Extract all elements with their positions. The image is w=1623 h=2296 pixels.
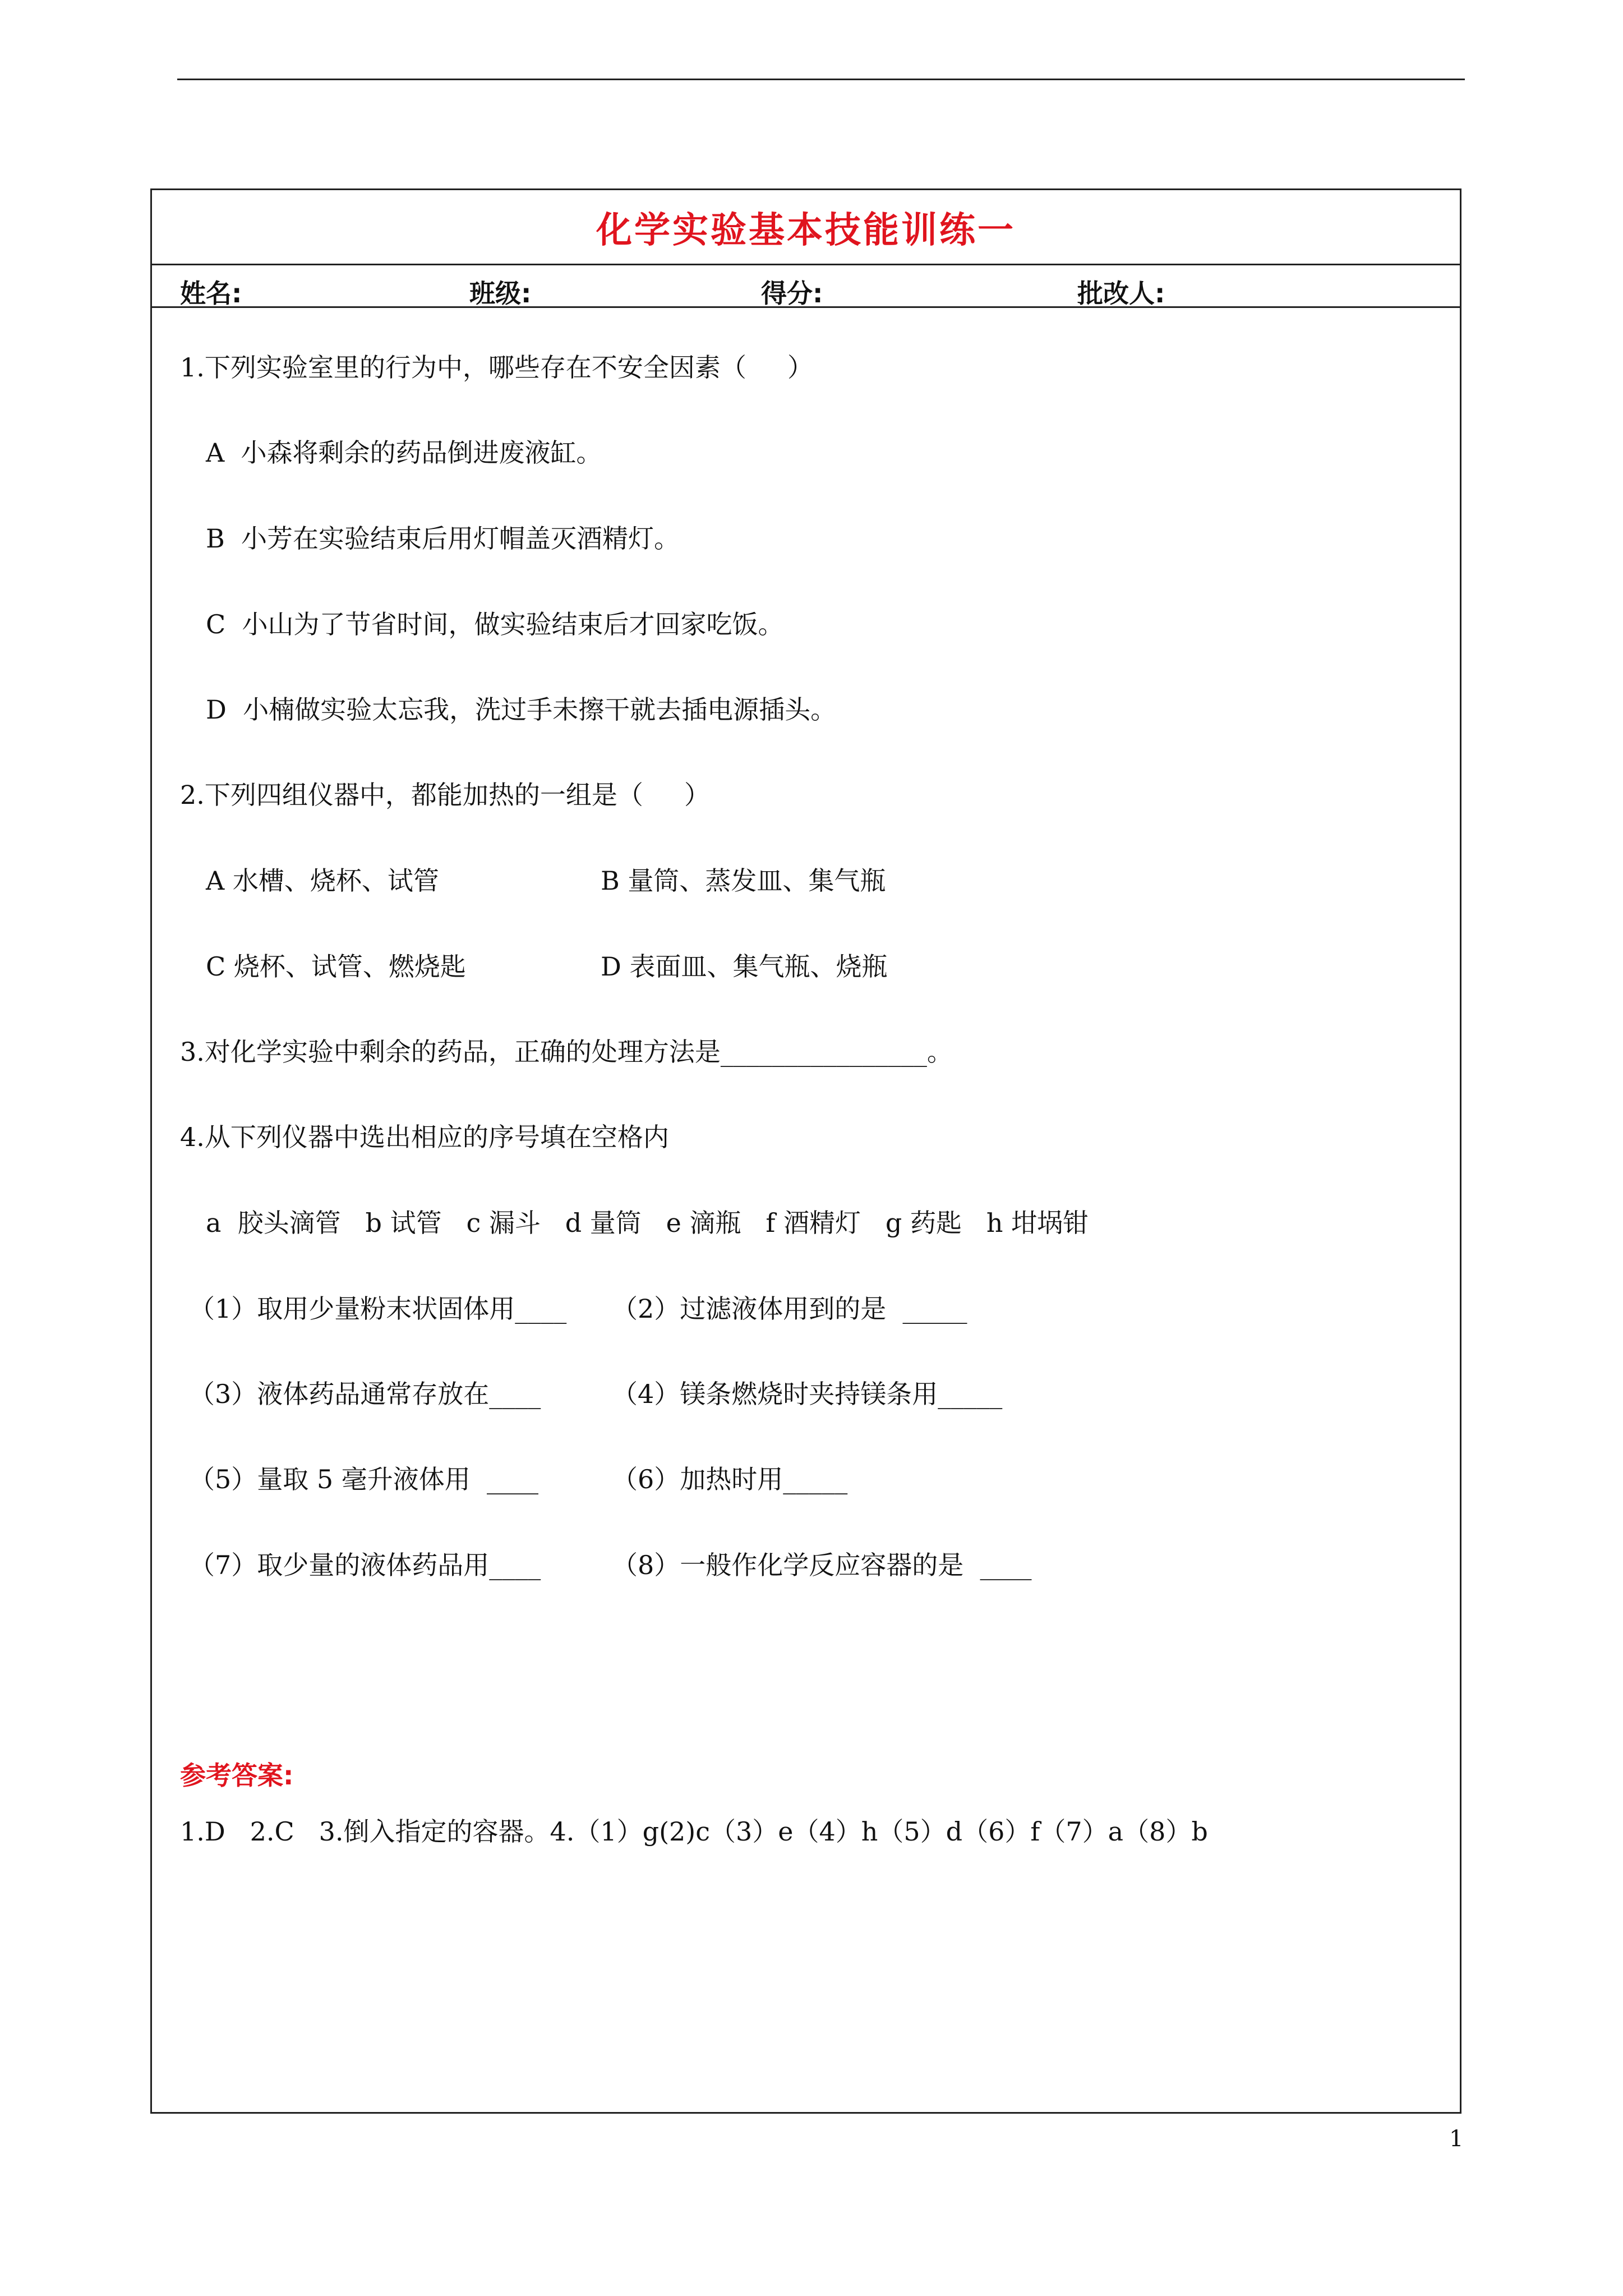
- q4-sub-6: （6）加热时用_____: [612, 1464, 848, 1494]
- header-rule: [177, 79, 1465, 80]
- answers-text: 1.D 2.C 3.倒入指定的容器。4.（1）g(2)c（3）e（4）h（5）d（6）f（7）a（8）b: [180, 1816, 1208, 1847]
- q4-sub-5: （5）量取 5 毫升液体用 ____: [189, 1464, 539, 1494]
- info-row: [152, 265, 1460, 308]
- q4-sub-4: （4）镁条燃烧时夹持镁条用_____: [612, 1379, 1003, 1409]
- answers-heading: 参考答案:: [180, 1760, 294, 1791]
- grader-label: 批改人:: [1077, 278, 1165, 309]
- q1-option-b: B 小芳在实验结束后用灯帽盖灭酒精灯。: [206, 523, 680, 554]
- q4-stem: 4.从下列仪器中选出相应的序号填在空格内: [180, 1122, 669, 1152]
- q1-option-c: C 小山为了节省时间，做实验结束后才回家吃饭。: [206, 609, 784, 639]
- q3-stem: 3.对化学实验中剩余的药品，正确的处理方法是________________。: [180, 1037, 953, 1067]
- q2-option-c: C 烧杯、试管、燃烧匙: [206, 951, 466, 982]
- q1-option-d: D 小楠做实验太忘我，洗过手未擦干就去插电源插头。: [206, 694, 837, 725]
- name-label: 姓名:: [180, 278, 242, 309]
- class-label: 班级:: [469, 278, 532, 309]
- worksheet-title: 化学实验基本技能训练一: [596, 209, 1016, 251]
- page-number: 1: [1449, 2126, 1464, 2152]
- worksheet-frame: [150, 188, 1461, 2114]
- q2-option-a: A 水槽、烧杯、试管: [206, 866, 439, 896]
- title-row: [152, 190, 1460, 265]
- q2-stem: 2.下列四组仪器中，都能加热的一组是（ ）: [180, 780, 710, 810]
- q4-sub-2: （2）过滤液体用到的是 _____: [612, 1294, 967, 1324]
- q4-options: a 胶头滴管 b 试管 c 漏斗 d 量筒 e 滴瓶 f 酒精灯 g 药匙 h 坩埚钳: [206, 1208, 1089, 1238]
- q4-sub-3: （3）液体药品通常存放在____: [189, 1379, 541, 1409]
- q1-stem: 1.下列实验室里的行为中，哪些存在不安全因素（ ）: [180, 352, 813, 383]
- q1-option-a: A 小森将剩余的药品倒进废液缸。: [206, 438, 602, 468]
- q4-sub-1: （1）取用少量粉末状固体用____: [189, 1294, 567, 1324]
- q4-sub-7: （7）取少量的液体药品用____: [189, 1550, 541, 1580]
- q4-sub-8: （8）一般作化学反应容器的是 ____: [612, 1550, 1032, 1580]
- q2-option-b: B 量筒、蒸发皿、集气瓶: [601, 866, 886, 896]
- q2-option-d: D 表面皿、集气瓶、烧瓶: [601, 951, 888, 982]
- score-label: 得分:: [761, 278, 823, 309]
